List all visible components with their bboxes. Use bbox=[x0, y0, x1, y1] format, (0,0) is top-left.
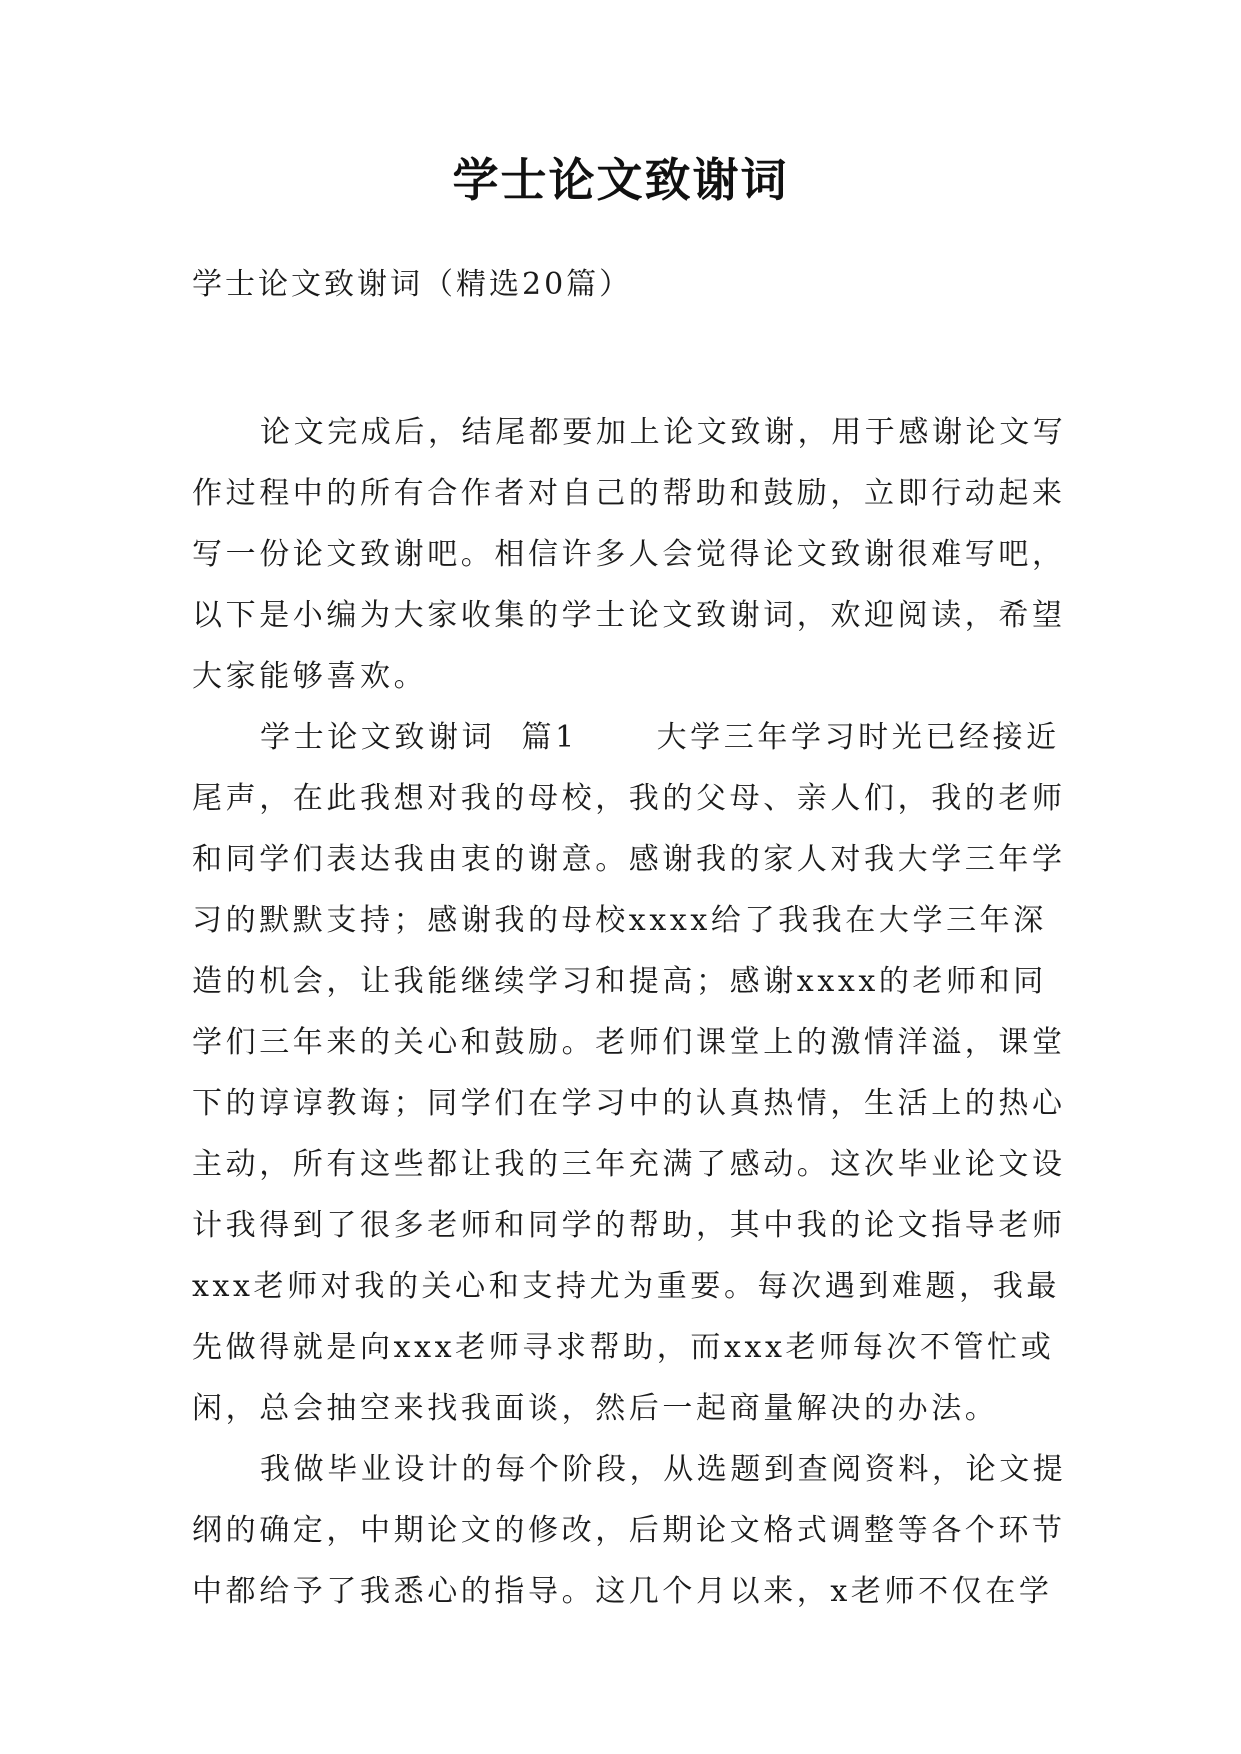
text-line: 主动，所有这些都让我的三年充满了感动。这次毕业论文设 bbox=[192, 1147, 1066, 1182]
text-line: 学士论文致谢词 篇1 大学三年学习时光已经接近 bbox=[260, 720, 1060, 755]
text-line: 闲，总会抽空来找我面谈，然后一起商量解决的办法。 bbox=[192, 1391, 999, 1426]
text-line: 尾声，在此我想对我的母校，我的父母、亲人们，我的老师 bbox=[192, 781, 1066, 816]
text-line: 下的谆谆教诲；同学们在学习中的认真热情，生活上的热心 bbox=[192, 1086, 1066, 1121]
text-line: 计我得到了很多老师和同学的帮助，其中我的论文指导老师 bbox=[192, 1208, 1066, 1243]
document-subtitle: 学士论文致谢词（精选20篇） bbox=[192, 267, 633, 302]
text-line: 以下是小编为大家收集的学士论文致谢词，欢迎阅读，希望 bbox=[192, 598, 1066, 633]
text-line: 造的机会，让我能继续学习和提高；感谢xxxx的老师和同 bbox=[192, 964, 1047, 999]
text-line: 习的默默支持；感谢我的母校xxxx给了我我在大学三年深 bbox=[192, 903, 1047, 938]
text-line: 先做得就是向xxx老师寻求帮助，而xxx老师每次不管忙或 bbox=[192, 1330, 1055, 1365]
text-line: 大家能够喜欢。 bbox=[192, 659, 428, 694]
text-line: 作过程中的所有合作者对自己的帮助和鼓励，立即行动起来 bbox=[192, 476, 1066, 511]
text-line: 论文完成后，结尾都要加上论文致谢，用于感谢论文写 bbox=[260, 415, 1067, 450]
document-title: 学士论文致谢词 bbox=[452, 153, 789, 207]
text-line: 和同学们表达我由衷的谢意。感谢我的家人对我大学三年学 bbox=[192, 842, 1066, 877]
text-line: 中都给予了我悉心的指导。这几个月以来，x老师不仅在学 bbox=[192, 1574, 1053, 1609]
text-line: 纲的确定，中期论文的修改，后期论文格式调整等各个环节 bbox=[192, 1513, 1066, 1548]
document-body bbox=[192, 402, 1067, 1622]
text-line: 写一份论文致谢吧。相信许多人会觉得论文致谢很难写吧， bbox=[192, 537, 1066, 572]
text-line: 学们三年来的关心和鼓励。老师们课堂上的激情洋溢，课堂 bbox=[192, 1025, 1066, 1060]
text-line: xxx老师对我的关心和支持尤为重要。每次遇到难题，我最 bbox=[192, 1269, 1060, 1304]
text-line: 我做毕业设计的每个阶段，从选题到查阅资料，论文提 bbox=[260, 1452, 1067, 1487]
